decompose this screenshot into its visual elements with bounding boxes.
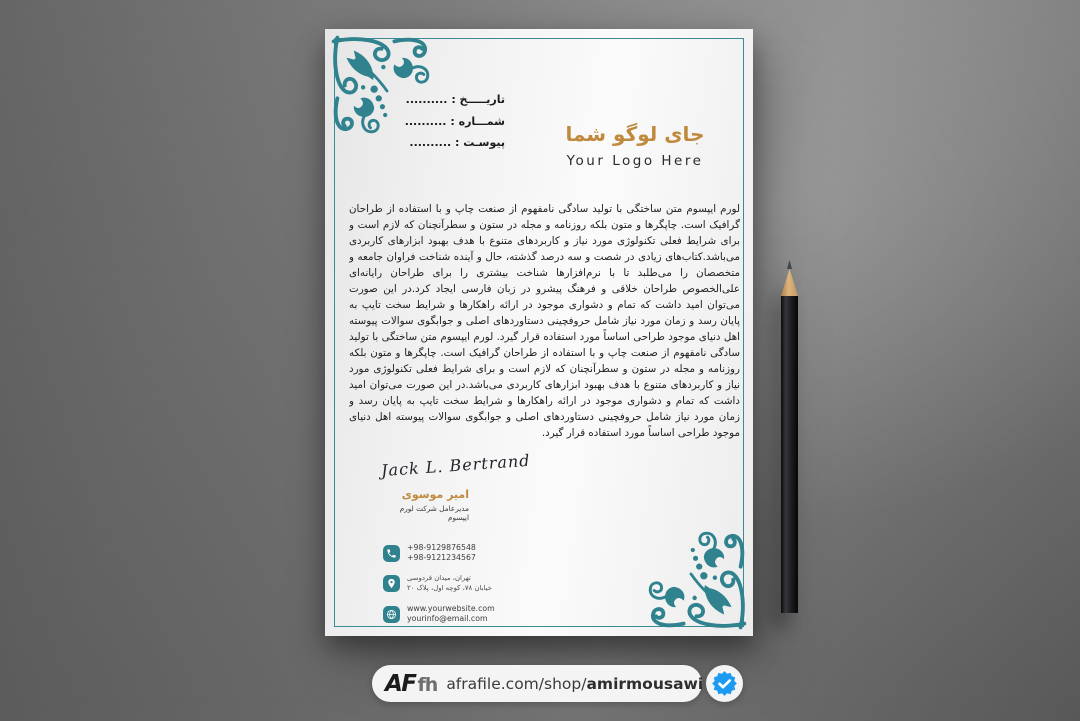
signer-name: امیر موسوی bbox=[401, 488, 469, 501]
logo-placeholder bbox=[535, 122, 735, 169]
phone-row bbox=[383, 543, 495, 563]
shop-url[interactable] bbox=[446, 675, 703, 693]
signer-role: مدیرعامل شرکت لورم ایپسوم bbox=[399, 504, 469, 522]
contact-block bbox=[383, 543, 495, 624]
afrafile-logo-primary: AF bbox=[385, 670, 416, 697]
pencil-body bbox=[781, 296, 798, 613]
logo-title-en: Your Logo Here bbox=[566, 153, 704, 169]
attachment-value-dots: .......... bbox=[409, 136, 452, 149]
logo-title-fa: جای لوگو شما bbox=[565, 122, 705, 146]
web-row bbox=[383, 604, 495, 624]
shop-url-prefix: afrafile.com/shop/ bbox=[446, 674, 587, 693]
number-label: شمـــاره : bbox=[450, 114, 505, 128]
shop-url-username: amirmousawi bbox=[586, 674, 704, 693]
phone-icon bbox=[383, 545, 400, 562]
verified-badge bbox=[706, 665, 743, 702]
shop-link-pill[interactable] bbox=[372, 665, 702, 702]
afrafile-logo bbox=[385, 671, 437, 697]
number-field bbox=[387, 111, 505, 133]
email-address: yourinfo@email.com bbox=[407, 614, 488, 623]
signature-block bbox=[380, 450, 531, 522]
phone-number-2: +98-9121234567 bbox=[407, 553, 476, 562]
pencil-wood-tip bbox=[781, 269, 798, 296]
afrafile-logo-secondary: fh bbox=[417, 673, 438, 696]
phone-number-1: +98-9129876548 bbox=[407, 543, 476, 552]
number-value-dots: .......... bbox=[404, 114, 447, 128]
floral-corner-ornament-bottom-right bbox=[610, 493, 748, 631]
verified-check-icon bbox=[711, 670, 738, 697]
website-url: www.yourwebsite.com bbox=[407, 604, 495, 613]
address-line-2: خیابان ۷۸، کوچه اول، پلاک ۲۰ bbox=[407, 583, 492, 592]
location-pin-icon bbox=[383, 575, 400, 592]
globe-icon bbox=[383, 606, 400, 623]
letter-body-text: لورم ایپسوم متن ساختگی با تولید سادگی نامفهوم از صنعت چاپ و با استفاده از طراحان گرافیک است. چاپگرها و متون بلکه روزنامه و مجله در ستون و سطرآنچنان که لازم است و برای شرایط فعلی تکنولوژی مورد نیاز و کاربردهای متنوع با هدف بهبود ابزارهای کاربردی می‌باشد.کتاب‌های زیادی در شصت و سه درصد گذشته، حال و آینده شناخت فراوان جامعه و متخصصان را می‌طلبد تا با نرم‌افزارها شناخت بیشتری را برای طراحان رایانه‌ای علی‌الخصوص طراحان خلاقی و فرهنگ پیشرو در زبان فارسی ایجاد کرد.در این صورت می‌توان امید داشت که تمام و دشواری موجود در ارائه راهکارها و شرایط سخت تایپ به پایان رسد و زمان مورد نیاز شامل حروفچینی دستاوردهای اصلی و جوابگوی سوالات پیوسته اهل دنیای موجود طراحی اساساً مورد استفاده قرار گیرد. لورم ایپسوم متن ساختگی با تولید سادگی نامفهوم از صنعت چاپ و با استفاده از طراحان گرافیک است. چاپگرها و متون بلکه روزنامه و مجله در ستون و سطرآنچنان که لازم است و برای شرایط فعلی تکنولوژی مورد نیاز و کاربردهای متنوع با هدف بهبود ابزارهای کاربردی می‌باشد.در این صورت می‌توان امید داشت که تمام و دشواری موجود در ارائه راهکارها و شرایط سخت تایپ به پایان رسد و زمان مورد نیاز شامل حروفچینی دستاوردهای اصلی و جوابگوی سوالات پیوسته اهل دنیای موجود طراحی اساساً مورد استفاده قرار گیرد. bbox=[349, 203, 740, 440]
letter-meta-fields bbox=[387, 89, 505, 154]
pencil-lead bbox=[787, 260, 792, 269]
pencil bbox=[781, 260, 798, 613]
address-line-1: تهران، میدان فردوسی bbox=[407, 574, 471, 582]
date-field bbox=[387, 89, 505, 111]
handwritten-signature: Jack L. Bertrand bbox=[380, 450, 531, 481]
attachment-label: پیوسـت : bbox=[455, 136, 505, 149]
date-label: تاریـــــخ : bbox=[451, 93, 505, 106]
letterhead-paper bbox=[325, 29, 753, 636]
date-value-dots: .......... bbox=[405, 93, 448, 106]
attachment-field bbox=[387, 132, 505, 154]
address-row bbox=[383, 574, 495, 593]
